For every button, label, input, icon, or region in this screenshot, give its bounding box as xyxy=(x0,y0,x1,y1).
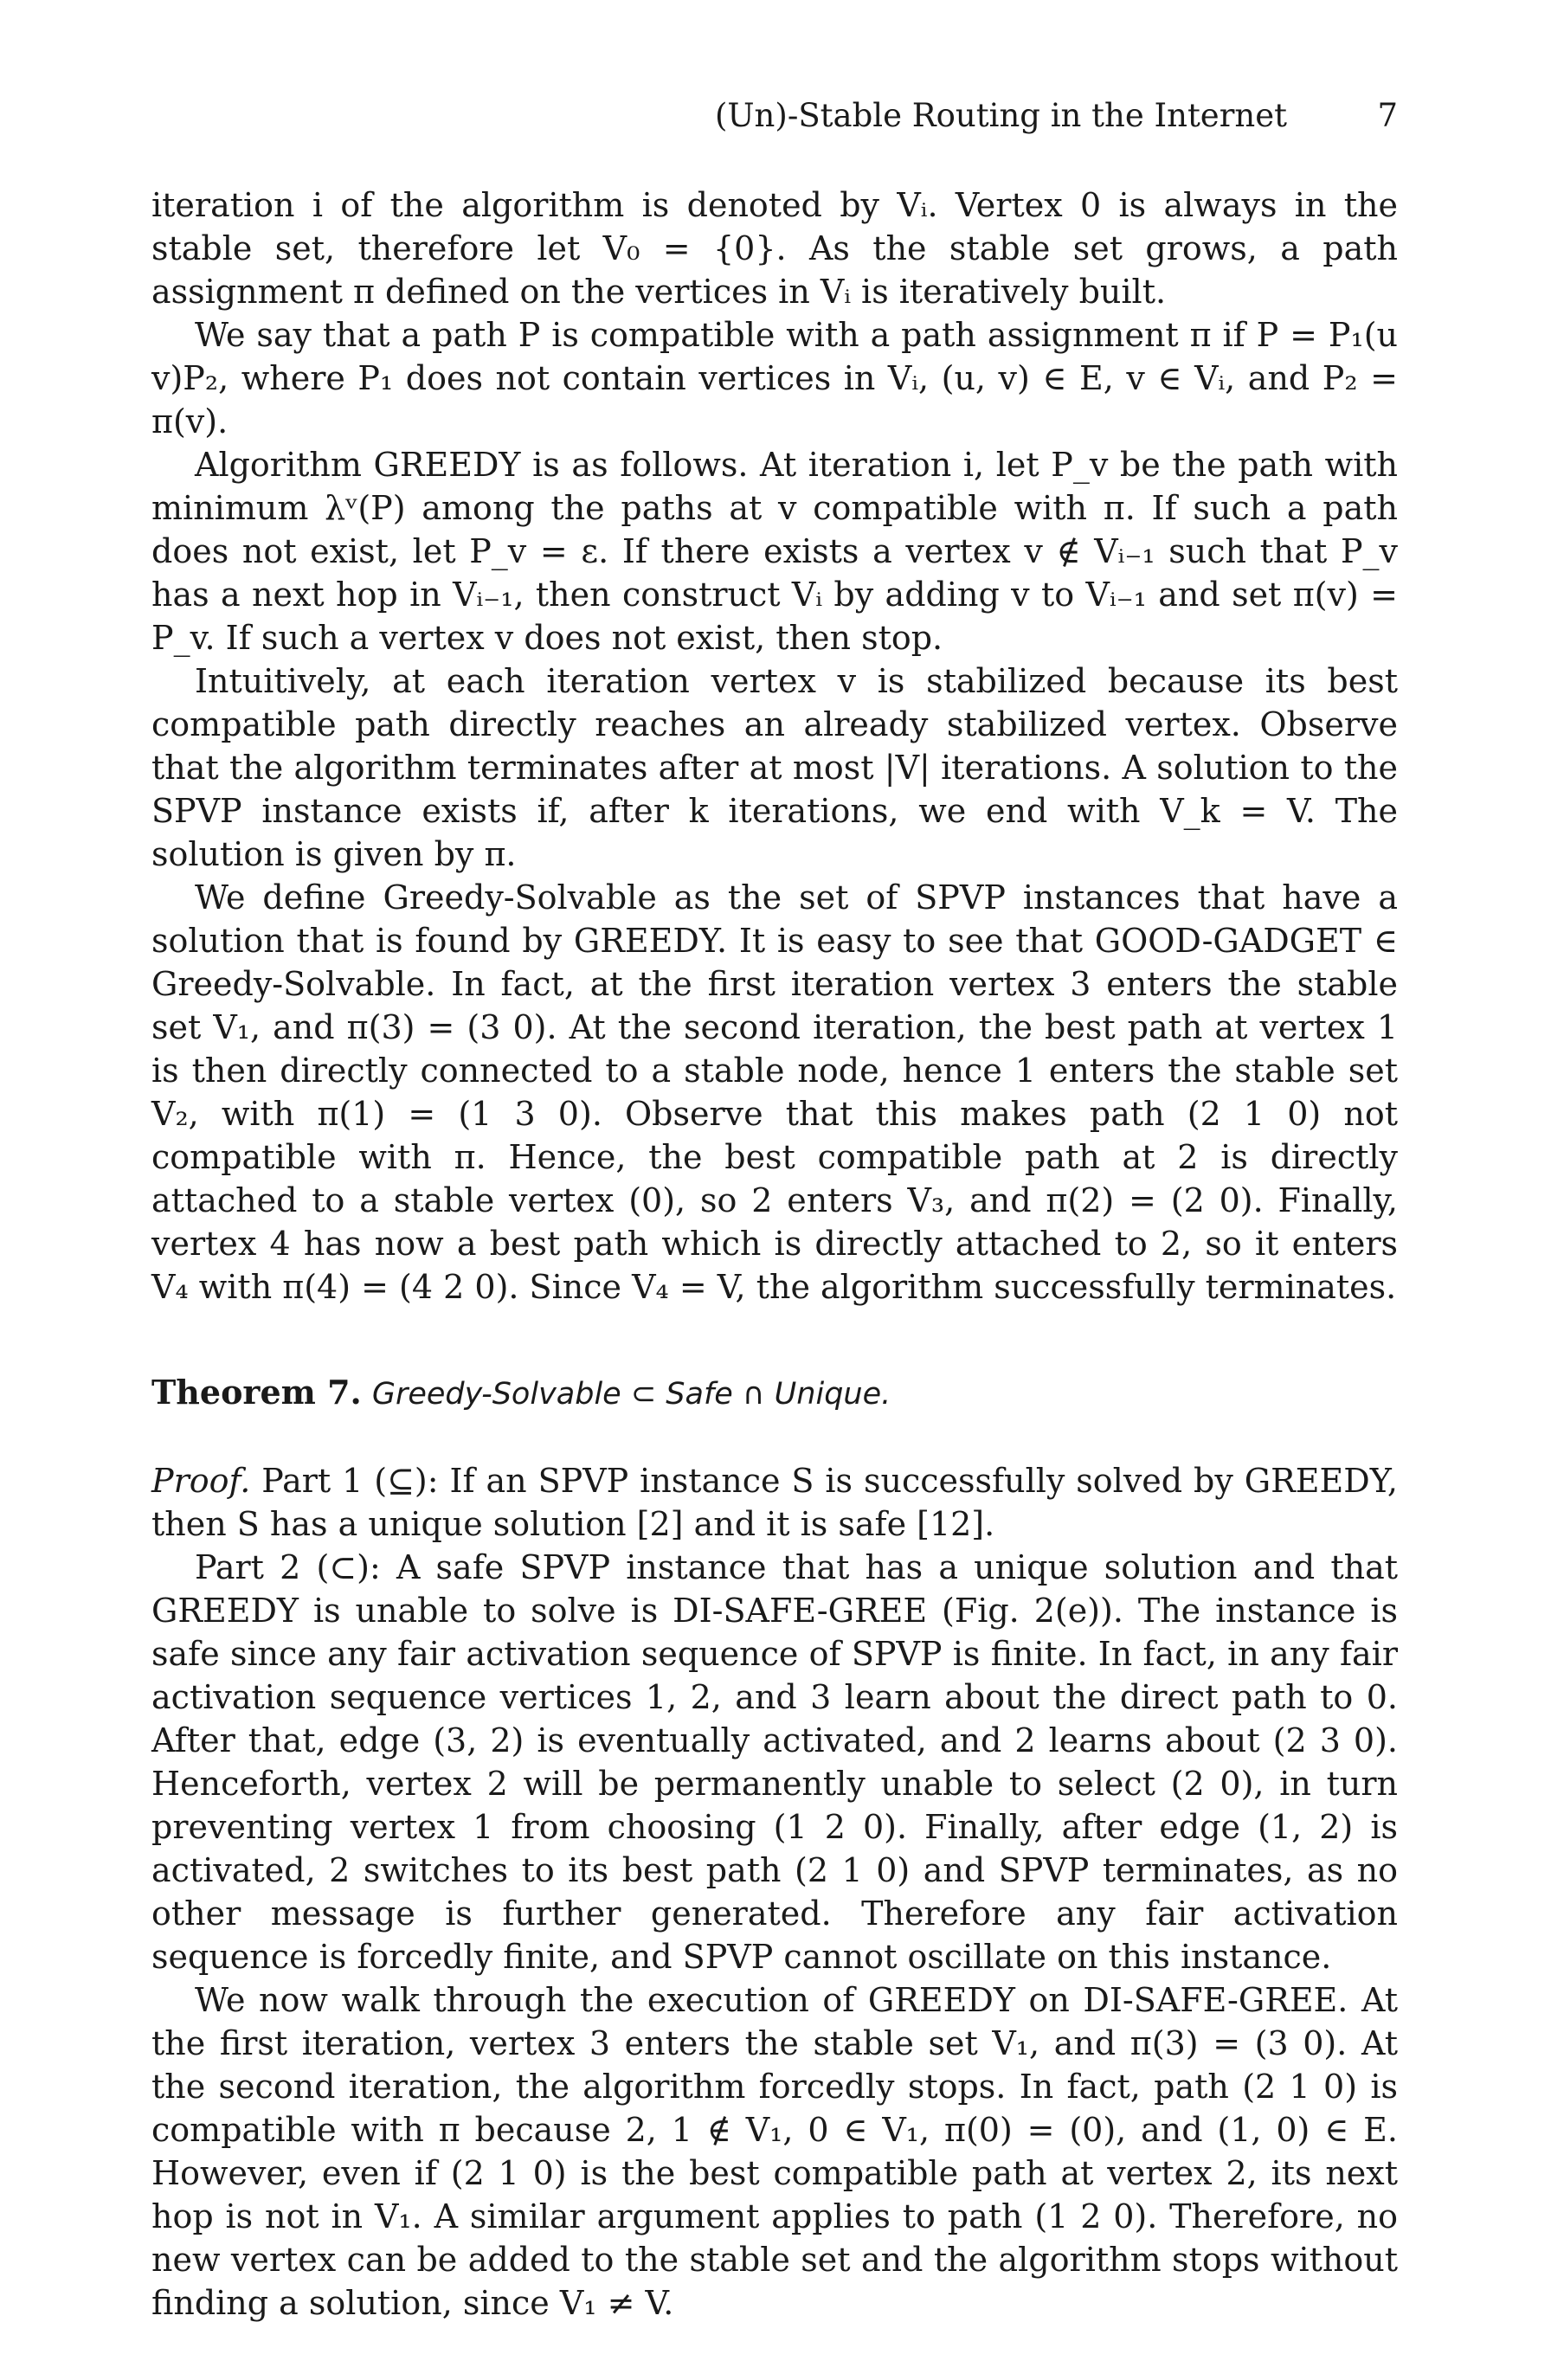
proof-paragraph xyxy=(151,1459,1398,1546)
proof-part-1: Part 1 (⊆): If an SPVP instance S is successfully solved by GREEDY, then S has a unique solution [2] and it is safe [12]. xyxy=(151,1462,1398,1543)
main-text xyxy=(151,183,1398,2325)
theorem-7 xyxy=(151,1371,1398,1416)
theorem-label: Theorem 7. xyxy=(151,1373,362,1412)
paragraph: iteration i of the algorithm is denoted by Vᵢ. Vertex 0 is always in the stable set, therefore let V₀ = {0}. As the stable set grows, a path assignment π defined on the vertices in Vᵢ is iteratively built. xyxy=(151,186,1398,311)
proof-part-2: Part 2 (⊂): A safe SPVP instance that has a unique solution and that GREEDY is unable to solve is DI-SAFE-GREE (Fig. 2(e)). The instance is safe since any fair activation sequence of SPVP is finite. In fact, in any fair activation sequence vertices 1, 2, and 3 learn about the direct path to 0. After that, edge (3, 2) is eventually activated, and 2 learns about (2 3 0). Henceforth, vertex 2 will be permanently unable to select (2 0), in turn preventing vertex 1 from choosing (1 2 0). Finally, after edge (1, 2) is activated, 2 switches to its best path (2 1 0) and SPVP terminates, as no other message is further generated. Therefore any fair activation sequence is forcedly finite, and SPVP cannot oscillate on this instance. xyxy=(151,1548,1398,1976)
proof-label: Proof. xyxy=(151,1462,251,1500)
paragraph: We say that a path P is compatible with a path assignment π if P = P₁(u v)P₂, where P₁ does not contain vertices in Vᵢ, (u, v) ∈ E, v ∈ Vᵢ, and P₂ = π(v). xyxy=(151,316,1398,441)
running-header xyxy=(151,95,1398,137)
proof-walkthrough: We now walk through the execution of GREEDY on DI-SAFE-GREE. At the first iteration, vertex 3 enters the stable set V₁, and π(3) = (3 0). At the second iteration, the algorithm forcedly stops. In fact, path (2 1 0) is compatible with π because 2, 1 ∉ V₁, 0 ∈ V₁, π(0) = (0), and (1, 0) ∈ E. However, even if (2 1 0) is the best compatible path at vertex 2, its next hop is not in V₁. A similar argument applies to path (1 2 0). Therefore, no new vertex can be added to the stable set and the algorithm stops without finding a solution, since V₁ ≠ V. xyxy=(151,1981,1398,2322)
page-number: 7 xyxy=(1377,97,1398,134)
paragraph: We define Greedy-Solvable as the set of SPVP instances that have a solution that is found by GREEDY. It is easy to see that GOOD-GADGET ∈ Greedy-Solvable. In fact, at the first iteration vertex 3 enters the stable set V₁, and π(3) = (3 0). At the second iteration, the best path at vertex 1 is then directly connected to a stable node, hence 1 enters the stable set V₂, with π(1) = (1 3 0). Observe that this makes path (2 1 0) not compatible with π. Hence, the best compatible path at 2 is directly attached to a stable vertex (0), so 2 enters V₃, and π(2) = (2 0). Finally, vertex 4 has now a best path which is directly attached to 2, so it enters V₄ with π(4) = (4 2 0). Since V₄ = V, the algorithm successfully terminates. xyxy=(151,878,1398,1306)
paragraph: Intuitively, at each iteration vertex v is stabilized because its best compatible path directly reaches an already stabilized vertex. Observe that the algorithm terminates after at most |V| iterations. A solution to the SPVP instance exists if, after k iterations, we end with V_k = V. The solution is given by π. xyxy=(151,662,1398,873)
paragraph: Algorithm GREEDY is as follows. At iteration i, let P_v be the path with minimum λᵛ(P) among the paths at v compatible with π. If such a path does not exist, let P_v = ε. If there exists a vertex v ∉ Vᵢ₋₁ such that P_v has a next hop in Vᵢ₋₁, then construct Vᵢ by adding v to Vᵢ₋₁ and set π(v) = P_v. If such a vertex v does not exist, then stop. xyxy=(151,446,1398,657)
theorem-statement: Greedy-Solvable ⊂ Safe ∩ Unique. xyxy=(371,1377,891,1412)
running-title: (Un)-Stable Routing in the Internet xyxy=(714,97,1287,134)
